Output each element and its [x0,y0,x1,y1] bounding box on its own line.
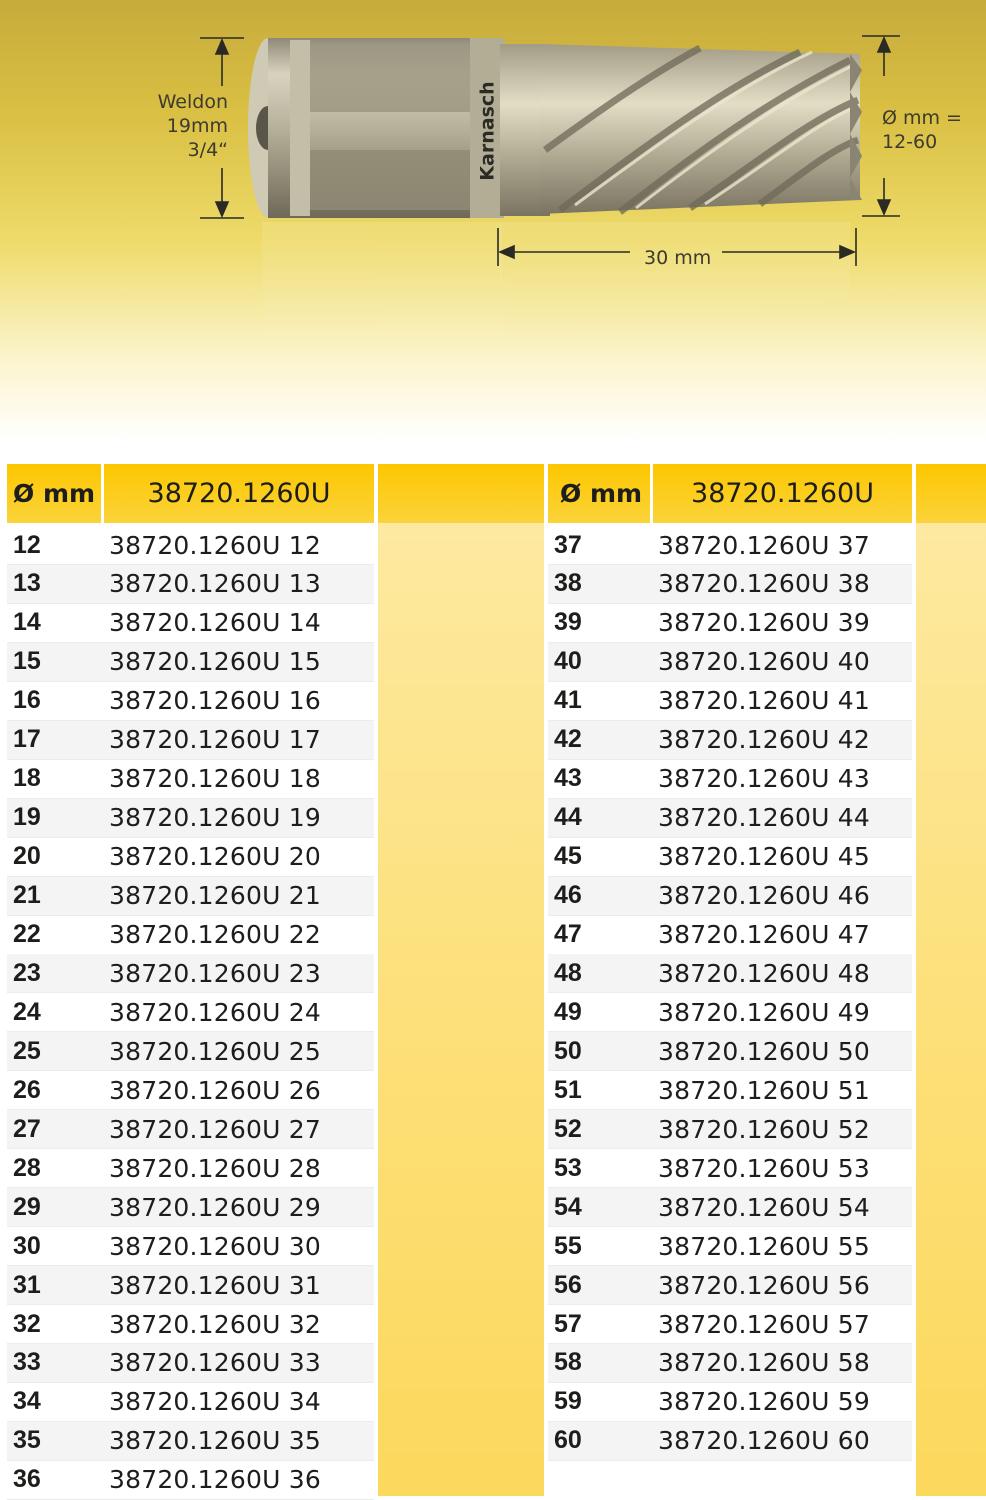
diameter-cell: 22 [13,920,41,948]
diameter-cell: 59 [554,1387,582,1416]
table-row [548,954,912,993]
article-code-cell: 38720.1260U 47 [658,920,870,949]
article-code-cell: 38720.1260U 52 [658,1114,870,1144]
table-row [548,799,912,838]
article-code-cell: 38720.1260U 21 [109,881,321,911]
diameter-cell: 28 [13,1153,41,1182]
drill-reflection [262,222,850,342]
article-code-cell: 38720.1260U 31 [109,1270,321,1300]
table-row [548,1266,912,1305]
article-code-cell: 38720.1260U 18 [109,764,321,794]
weldon-label [120,90,228,162]
article-code-cell: 38720.1260U 53 [658,1153,870,1183]
article-code-cell: 38720.1260U 55 [658,1231,870,1261]
left-header-code [104,464,374,523]
diameter-line-2: 12-60 [882,131,938,153]
left-blank-column [378,523,544,1496]
diameter-cell: 33 [13,1348,41,1377]
article-code-cell: 38720.1260U 57 [658,1309,870,1339]
diameter-cell: 47 [554,920,582,948]
diameter-cell: 17 [13,725,41,754]
table-row [7,1305,374,1344]
table-row [548,838,912,877]
article-code-cell: 38720.1260U 16 [109,686,321,716]
diameter-cell: 30 [13,1231,41,1260]
table-row [7,1227,374,1266]
diameter-cell: 38 [554,569,582,598]
table-row [548,760,912,799]
diameter-cell: 18 [13,764,41,793]
table-row [7,1110,374,1149]
diameter-line-1: Ø mm = [882,107,962,129]
left-header-code-text: 38720.1260U [147,478,331,509]
brand-text: Karnasch [477,81,499,181]
diameter-cell: 23 [13,958,41,987]
table-row [548,1188,912,1227]
article-code-cell: 38720.1260U 45 [658,842,870,872]
article-code-cell: 38720.1260U 49 [658,997,870,1027]
article-code-cell: 38720.1260U 23 [109,958,321,988]
article-code-cell: 38720.1260U 37 [658,530,870,560]
diameter-cell: 44 [554,803,582,832]
article-code-cell: 38720.1260U 50 [658,1036,870,1066]
diameter-cell: 58 [554,1348,582,1377]
diameter-cell: 39 [554,608,582,637]
right-header-diameter [548,464,650,523]
article-code-cell: 38720.1260U 54 [658,1192,870,1222]
table-row [7,1461,374,1500]
article-code-cell: 38720.1260U 38 [658,569,870,599]
article-code-cell: 38720.1260U 56 [658,1270,870,1300]
article-code-cell: 38720.1260U 60 [658,1426,870,1456]
table-row [548,721,912,760]
diameter-cell: 31 [13,1270,41,1299]
diameter-cell: 34 [13,1387,41,1416]
table-row [548,1227,912,1266]
table-row [548,526,912,565]
diameter-cell: 45 [554,842,582,871]
right-header-code-text: 38720.1260U [691,478,874,509]
diameter-cell: 13 [13,569,41,598]
article-code-cell: 38720.1260U 22 [109,920,321,949]
diameter-cell: 26 [13,1075,41,1104]
table-row [7,993,374,1032]
diameter-cell: 42 [554,725,582,754]
table-row [7,1149,374,1188]
left-header-diameter [7,464,101,523]
table-row [7,1188,374,1227]
table-row [548,1032,912,1071]
article-code-cell: 38720.1260U 43 [658,764,870,794]
diameter-cell: 29 [13,1192,41,1221]
article-code-cell: 38720.1260U 24 [109,997,321,1027]
diameter-cell: 40 [554,647,582,676]
table-row [548,1383,912,1422]
table-row [548,682,912,721]
article-code-cell: 38720.1260U 15 [109,647,321,677]
table-row [548,916,912,955]
table-row [7,565,374,604]
core-drill-illustration [0,0,986,440]
table-row [548,643,912,682]
diameter-cell: 19 [13,803,41,832]
diameter-cell: 60 [554,1426,582,1455]
article-code-cell: 38720.1260U 40 [658,647,870,677]
article-code-cell: 38720.1260U 59 [658,1387,870,1417]
weldon-flat-bottom [300,150,470,210]
article-code-cell: 38720.1260U 41 [658,686,870,716]
diameter-cell: 25 [13,1036,41,1065]
diameter-cell: 48 [554,958,582,987]
article-code-cell: 38720.1260U 17 [109,725,321,755]
table-row [548,993,912,1032]
table-row [548,1071,912,1110]
article-code-cell: 38720.1260U 34 [109,1387,321,1417]
diameter-cell: 55 [554,1231,582,1260]
table-row [7,760,374,799]
table-row [7,799,374,838]
table-row [7,954,374,993]
diameter-cell: 43 [554,764,582,793]
diameter-label [882,106,986,154]
diameter-cell: 54 [554,1192,582,1221]
table-row [548,1110,912,1149]
diameter-cell: 27 [13,1114,41,1143]
article-code-cell: 38720.1260U 28 [109,1153,321,1183]
table-row [7,604,374,643]
article-code-cell: 38720.1260U 42 [658,725,870,755]
diameter-cell: 52 [554,1114,582,1143]
left-header-diameter-text: Ø mm [13,479,96,508]
table-row [548,1305,912,1344]
table-row [7,1266,374,1305]
article-code-cell: 38720.1260U 14 [109,608,321,638]
weldon-line-1: Weldon [157,91,228,113]
article-code-cell: 38720.1260U 44 [658,803,870,833]
table-row [7,526,374,565]
diameter-cell: 35 [13,1426,41,1455]
article-code-cell: 38720.1260U 48 [658,958,870,988]
article-code-cell: 38720.1260U 46 [658,881,870,911]
diameter-cell: 49 [554,997,582,1026]
diameter-cell: 37 [554,530,582,559]
table-row [7,1032,374,1071]
table-row [7,1071,374,1110]
article-code-cell: 38720.1260U 27 [109,1114,321,1144]
article-code-cell: 38720.1260U 36 [109,1465,321,1495]
article-code-cell: 38720.1260U 19 [109,803,321,833]
length-label: 30 mm [644,247,712,269]
diameter-cell: 32 [13,1309,41,1338]
table-row [7,721,374,760]
diameter-cell: 51 [554,1075,582,1104]
article-code-cell: 38720.1260U 20 [109,842,321,872]
diameter-cell: 12 [13,530,41,559]
diameter-cell: 56 [554,1270,582,1299]
diameter-cell: 21 [13,881,41,910]
table-row [7,682,374,721]
diameter-cell: 24 [13,997,41,1026]
right-header-spacer [916,464,986,523]
right-blank-column [916,523,986,1496]
table-row [548,604,912,643]
table-row [7,838,374,877]
article-code-cell: 38720.1260U 13 [109,569,321,599]
table-row [7,877,374,916]
diameter-cell: 41 [554,686,582,715]
article-code-cell: 38720.1260U 32 [109,1309,321,1339]
diameter-cell: 15 [13,647,41,676]
diameter-cell: 57 [554,1309,582,1338]
table-row [7,916,374,955]
weldon-line-3: 3/4“ [187,139,228,161]
table-row [548,1344,912,1383]
article-code-cell: 38720.1260U 12 [109,530,321,560]
table-row [7,643,374,682]
diameter-cell: 53 [554,1153,582,1182]
diameter-cell: 14 [13,608,41,637]
right-header-code [653,464,912,523]
left-header-spacer [378,464,544,523]
diameter-cell: 50 [554,1036,582,1065]
article-code-cell: 38720.1260U 29 [109,1192,321,1222]
article-code-cell: 38720.1260U 30 [109,1231,321,1261]
diameter-cell: 20 [13,842,41,871]
article-code-cell: 38720.1260U 26 [109,1075,321,1105]
weldon-line-2: 19mm [166,115,228,137]
table-row [548,1149,912,1188]
article-code-cell: 38720.1260U 33 [109,1348,321,1378]
article-code-cell: 38720.1260U 51 [658,1075,870,1105]
article-code-cell: 38720.1260U 39 [658,608,870,638]
article-code-cell: 38720.1260U 25 [109,1036,321,1066]
weldon-flat-top [300,46,470,112]
product-hero [0,0,986,440]
table-row [7,1344,374,1383]
table-row [7,1422,374,1461]
diameter-cell: 16 [13,686,41,715]
diameter-cell: 46 [554,881,582,910]
diameter-cell: 36 [13,1465,41,1494]
article-code-cell: 38720.1260U 58 [658,1348,870,1378]
right-header-diameter-text: Ø mm [560,479,643,508]
article-code-cell: 38720.1260U 35 [109,1426,321,1456]
table-row [548,877,912,916]
table-row [548,1422,912,1461]
table-row [7,1383,374,1422]
brand-label [470,81,506,181]
table-row [548,565,912,604]
